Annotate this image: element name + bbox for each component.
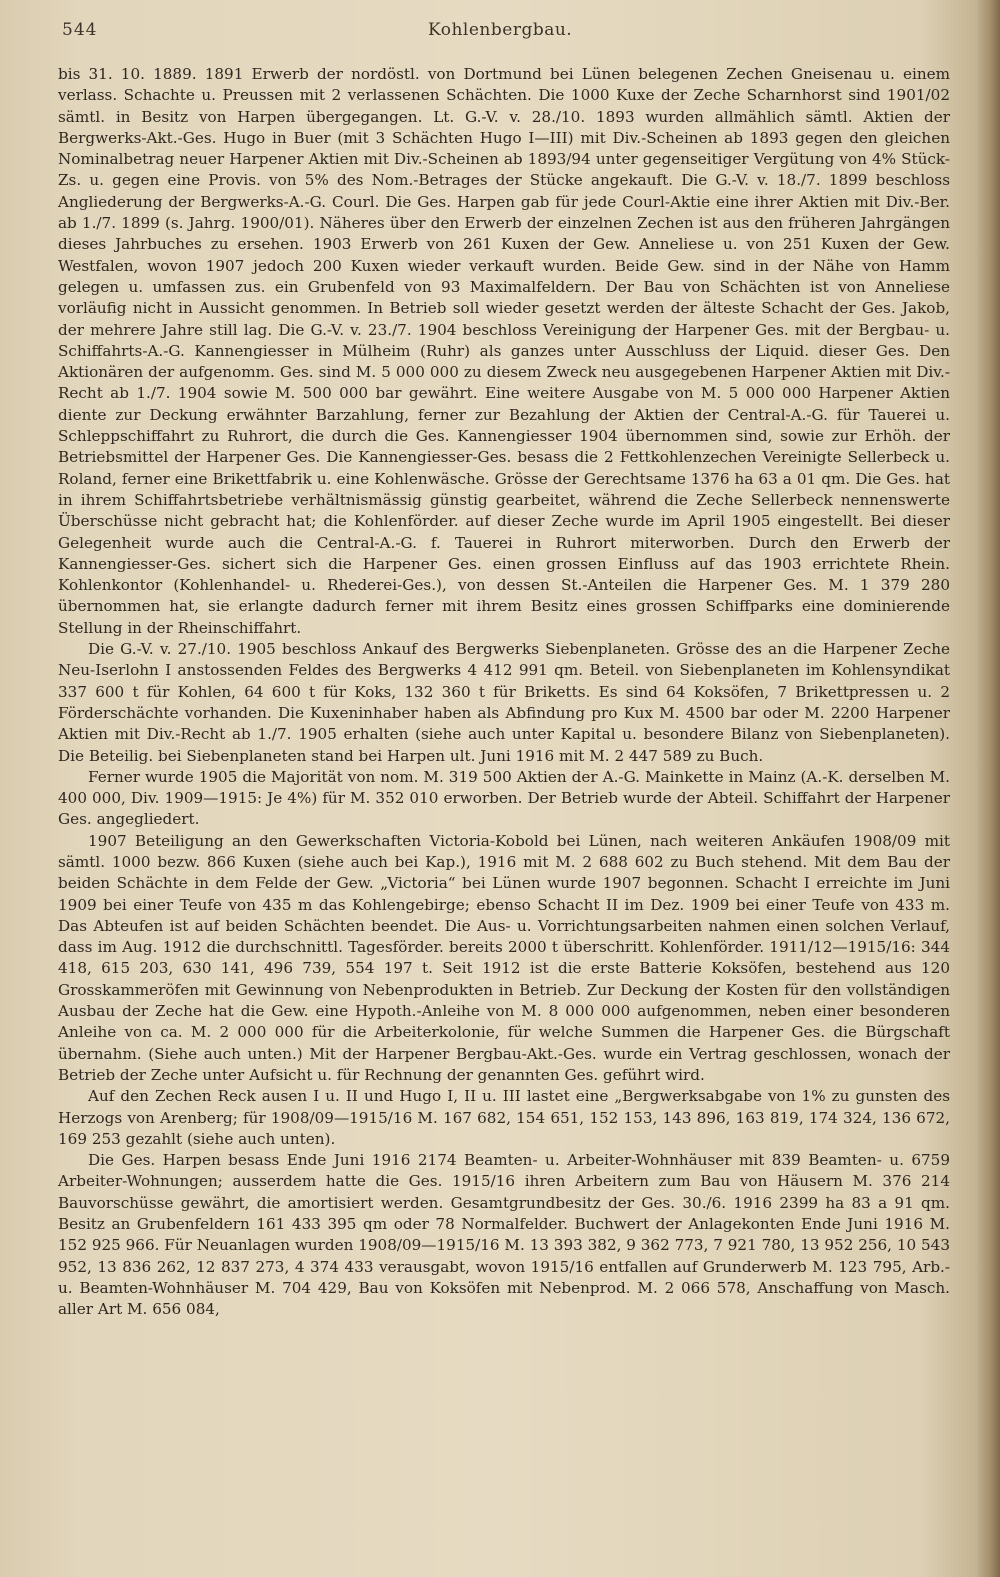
running-title: Kohlenbergbau. [428, 20, 573, 40]
paragraph: Auf den Zechen Reck ausen I u. II und Hugo I, II u. III lastet eine „Bergwerksabgabe von 1% zu gunsten des Herzogs von Arenberg; für 1908/09—1915/16 M. 167 682, 154 651, 152 153, 143 896, 163 819, 174 324, 136 672, 169 253 gezahlt (siehe auch unten). [58, 1087, 950, 1148]
paragraph: bis 31. 10. 1889. 1891 Erwerb der nordöstl. von Dortmund bei Lünen belegenen Zechen Gneisenau u. einem verlass. Schachte u. Preussen mit 2 verlassenen Schächten. Die 1000 Kuxe der Zeche Scharnhorst sind 1901/02 sämtl. in Besitz von Harpen übergegangen. Lt. G.-V. v. 28./10. 1893 wurden allmählich sämtl. Aktien der Bergwerks-Akt.-Ges. Hugo in Buer (mit 3 Schächten Hugo I—III) mit Div.-Scheinen ab 1893 gegen den gleichen Nominalbetrag neuer Harpener Aktien mit Div.-Scheinen ab 1893/94 unter gegenseitiger Vergütung von 4% Stück-Zs. u. gegen eine Provis. von 5% des Nom.-Betrages der Stücke angekauft. Die G.-V. v. 18./7. 1899 beschloss Angliederung der Bergwerks-A.-G. Courl. Die Ges. Harpen gab für jede Courl-Aktie eine ihrer Aktien mit Div.-Ber. ab 1./7. 1899 (s. Jahrg. 1900/01). Näheres über den Erwerb der einzelnen Zechen ist aus den früheren Jahrgängen dieses Jahrbuches zu ersehen. 1903 Erwerb von 261 Kuxen der Gew. Anneliese u. von 251 Kuxen der Gew. Westfalen, wovon 1907 jedoch 200 Kuxen wieder verkauft wurden. Beide Gew. sind in der Nähe von Hamm gelegen u. umfassen zus. ein Grubenfeld von 93 Maximalfeldern. Der Bau von Schächten ist von Anneliese vorläufig nicht in Aussicht genommen. In Betrieb soll wieder gesetzt werden der älteste Schacht der Ges. Jakob, der mehrere Jahre still lag. Die G.-V. v. 23./7. 1904 beschloss Vereinigung der Harpener Ges. mit der Bergbau- u. Schiffahrts-A.-G. Kannengiesser in Mülheim (Ruhr) als ganzes unter Ausschluss der Liquid. dieser Ges. Den Aktionären der aufgenomm. Ges. sind M. 5 000 000 zu diesem Zweck neu ausgegebenen Harpener Aktien mit Div.-Recht ab 1./7. 1904 sowie M. 500 000 bar gewährt. Eine weitere Ausgabe von M. 5 000 000 Harpener Aktien diente zur Deckung erwähnter Barzahlung, ferner zur Bezahlung der Aktien der Central-A.-G. für Tauerei u. Schleppschiffahrt zu Ruhrort, die durch die Ges. Kannengiesser 1904 übernommen sind, sowie zur Erhöh. der Betriebsmittel der Harpener Ges. Die Kannengiesser-Ges. besass die 2 Fettkohlenzechen Vereinigte Sellerbeck u. Roland, ferner eine Brikettfabrik u. eine Kohlenwäsche. Grösse der Gerechtsame 1376 ha 63 a 01 qm. Die Ges. hat in ihrem Schiffahrtsbetriebe verhältnismässig günstig gearbeitet, während die Zeche Sellerbeck nennenswerte Überschüsse nicht gebracht hat; die Kohlenförder. auf dieser Zeche wurde im April 1905 eingestellt. Bei dieser Gelegenheit wurde auch die Central-A.-G. f. Tauerei in Ruhrort miterworben. Durch den Erwerb der Kannengiesser-Ges. sichert sich die Harpener Ges. einen grossen Einfluss auf das 1903 errichtete Rhein. Kohlenkontor (Kohlenhandel- u. Rhederei-Ges.), von dessen St.-Anteilen die Harpener Ges. M. 1 379 280 übernommen hat, sie erlangte dadurch ferner mit ihrem Besitz eines grossen Schiffparks eine dominierende Stellung in der Rheinschiffahrt. [58, 65, 950, 637]
page-spine-shadow [976, 0, 1000, 1577]
page-number: 544 [62, 20, 98, 40]
paragraph: Ferner wurde 1905 die Majorität von nom. M. 319 500 Aktien der A.-G. Mainkette in Mainz (A.-K. derselben M. 400 000, Div. 1909—1915: Je 4%) für M. 352 010 erworben. Der Betrieb wurde der Abteil. Schiffahrt der Harpener Ges. angegliedert. [58, 767, 950, 829]
page-header [56, 16, 956, 46]
paragraph: Die Ges. Harpen besass Ende Juni 1916 2174 Beamten- u. Arbeiter-Wohnhäuser mit 839 Beamten- u. 6759 Arbeiter-Wohnungen; ausserdem hatte die Ges. 1915/16 ihren Arbeitern zum Bau von Häusern M. 376 214 Bauvorschüsse gewährt, die amortisiert werden. Gesamtgrundbesitz der Ges. 30./6. 1916 2399 ha 83 a 91 qm. Besitz an Grubenfeldern 161 433 395 qm oder 78 Normalfelder. Buchwert der Anlagekonten Ende Juni 1916 M. 152 925 966. Für Neuanlagen wurden 1908/09—1915/16 M. 13 393 382, 9 362 773, 7 921 780, 13 952 256, 10 543 952, 13 836 262, 12 837 273, 4 374 433 verausgabt, wovon 1915/16 entfallen auf Grunderwerb M. 123 795, Arb.- u. Beamten-Wohnhäuser M. 704 429, Bau von Koksöfen mit Nebenprod. M. 2 066 578, Anschaffung von Masch. aller Art M. 656 084, [58, 1151, 950, 1319]
body-text [58, 64, 950, 1321]
paragraph: 1907 Beteiligung an den Gewerkschaften Victoria-Kobold bei Lünen, nach weiteren Ankäufen 1908/09 mit sämtl. 1000 bezw. 866 Kuxen (siehe auch bei Kap.), 1916 mit M. 2 688 602 zu Buch stehend. Mit dem Bau der beiden Schächte in dem Felde der Gew. „Victoria“ bei Lünen wurde 1907 begonnen. Schacht I erreichte im Juni 1909 bei einer Teufe von 435 m das Kohlengebirge; ebenso Schacht II im Dez. 1909 bei einer Teufe von 433 m. Das Abteufen ist auf beiden Schächten beendet. Die Aus- u. Vorrichtungsarbeiten nahmen einen solchen Verlauf, dass im Aug. 1912 die durchschnittl. Tagesförder. bereits 2000 t überschritt. Kohlenförder. 1911/12—1915/16: 344 418, 615 203, 630 141, 496 739, 554 197 t. Seit 1912 ist die erste Batterie Koksöfen, bestehend aus 120 Grosskammeröfen mit Gewinnung von Nebenprodukten in Betrieb. Zur Deckung der Kosten für den vollständigen Ausbau der Zeche hat die Gew. eine Hypoth.-Anleihe von M. 8 000 000 aufgenommen, neben einer besonderen Anleihe von ca. M. 2 000 000 für die Arbeiterkolonie, für welche Summen die Harpener Ges. die Bürgschaft übernahm. (Siehe auch unten.) Mit der Harpener Bergbau-Akt.-Ges. wurde ein Vertrag geschlossen, wonach der Betrieb der Zeche unter Aufsicht u. für Rechnung der genannten Ges. geführt wird. [58, 831, 950, 1084]
paragraph: Die G.-V. v. 27./10. 1905 beschloss Ankauf des Bergwerks Siebenplaneten. Grösse des an die Harpener Zeche Neu-Iserlohn I anstossenden Feldes des Bergwerks 4 412 991 qm. Beteil. von Siebenplaneten im Kohlensyndikat 337 600 t für Kohlen, 64 600 t für Koks, 132 360 t für Briketts. Es sind 64 Koksöfen, 7 Brikettpressen u. 2 Förderschächte vorhanden. Die Kuxeninhaber haben als Abfindung pro Kux M. 4500 bar oder M. 2200 Harpener Aktien mit Div.-Recht ab 1./7. 1905 erhalten (siehe auch unter Kapital u. besondere Bilanz von Siebenplaneten). Die Beteilig. bei Siebenplaneten stand bei Harpen ult. Juni 1916 mit M. 2 447 589 zu Buch. [58, 640, 950, 765]
